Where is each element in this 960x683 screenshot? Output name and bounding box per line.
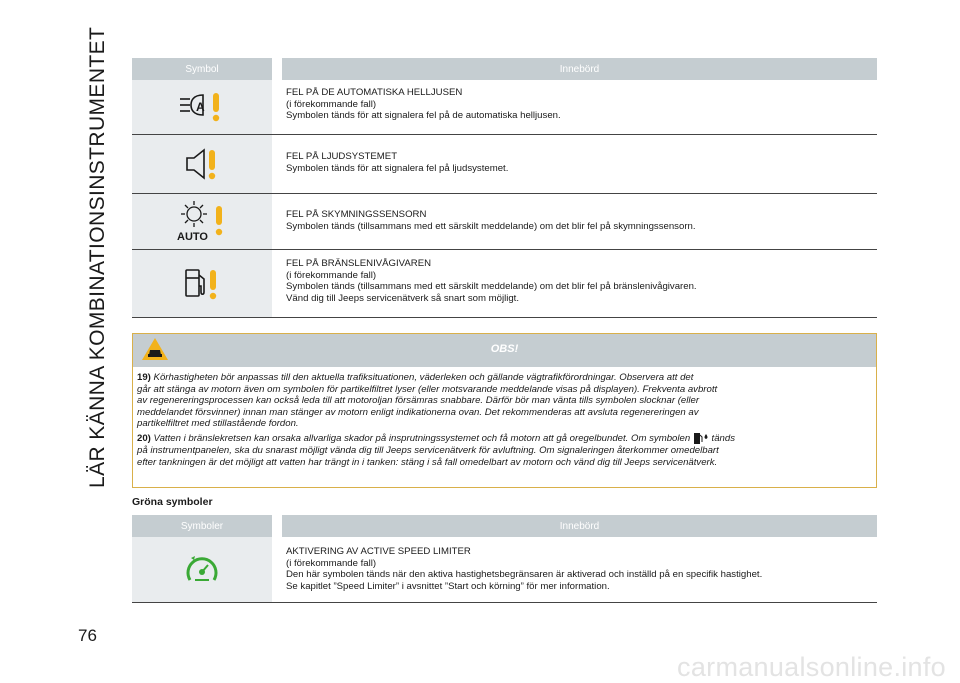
note-header xyxy=(133,334,876,367)
table-header xyxy=(132,58,877,80)
svg-text:AUTO: AUTO xyxy=(177,230,208,243)
symbol-table-yellow xyxy=(132,58,877,318)
note-19: 19) Körhastigheten bör anpassas till den aktuella trafiksituationen, väderleken och gällande vägtrafikförordningar. Observera att det går att stänga av motorn även om symbolen för partikelfiltret lyser (eller motsvarande meddelande visas på displayen). Frekventa avbrott av regenereringsprocessen kan också leda till att motoroljan försämras snabbare. Därför bör man vänta tills symbolen slocknar (eller meddelandet försvinner) innan man stänger av motorn enligt indikationerna ovan. Det rekommenderas att avsluta regenereringen av partikelfiltret med stillastående fordon. xyxy=(137,372,718,430)
note-box xyxy=(132,333,877,488)
water-in-fuel-icon xyxy=(693,432,709,445)
svg-text:A: A xyxy=(196,100,205,114)
meaning-cell: FEL PÅ BRÄNSLENIVÅGIVAREN (i förekommande fall) Symbolen tänds (tillsammans med ett särskilt meddelande) om det blir fel på bränslenivågivaren. Vänd dig till Jeeps servicenätverk så snart som möjligt. xyxy=(286,258,697,305)
table-row xyxy=(132,194,877,250)
page-number: 76 xyxy=(78,626,97,645)
table-row xyxy=(132,250,877,318)
auto-high-beam-warning-icon xyxy=(177,90,227,124)
fuel-level-warning-icon xyxy=(181,265,223,303)
table-row xyxy=(132,537,877,603)
symbol-table-green xyxy=(132,515,877,603)
icon-cell xyxy=(132,80,272,134)
table-row xyxy=(132,135,877,194)
watermark: carmanualsonline.info xyxy=(677,652,946,682)
table-row xyxy=(132,80,877,135)
meaning-cell: FEL PÅ SKYMNINGSSENSORN Symbolen tänds (tillsammans med ett särskilt meddelande) om det blir fel på skymningssensorn. xyxy=(286,209,696,232)
audio-system-warning-icon xyxy=(182,146,222,182)
table-header xyxy=(132,515,877,537)
column-header-symbol: Symboler xyxy=(180,520,224,532)
section-heading: Gröna symboler xyxy=(132,496,213,508)
icon-cell xyxy=(132,537,272,602)
meaning-cell: FEL PÅ DE AUTOMATISKA HELLJUSEN (i förekommande fall) Symbolen tänds för att signalera fel på de automatiska helljusen. xyxy=(286,87,561,122)
column-header-symbol: Symbol xyxy=(185,63,219,75)
note-20: 20) Vatten i bränslekretsen kan orsaka allvarliga skador på insprutningssystemet och få motorn att gå oregelbundet. Om symbolen tänds på instrumentpanelen, ska du snarast möjligt vända dig till Jeeps servicenätverk för avluftning. Om signaleringen återkommer omedelbart efter tankningen är det möjligt att vatten har trängt in i tanken: stäng i så fall omedelbart av motorn och vänd dig till Jeeps servicenätverk. xyxy=(137,433,736,468)
column-header-meaning: Innebörd xyxy=(559,520,600,532)
meaning-cell: FEL PÅ LJUDSYSTEMET Symbolen tänds för att signalera fel på ljudsystemet. xyxy=(286,151,509,174)
icon-cell xyxy=(132,194,272,249)
note-body xyxy=(133,367,876,468)
chapter-title: LÄR KÄNNA KOMBINATIONSINSTRUMENTET xyxy=(86,26,109,488)
dusk-sensor-warning-icon xyxy=(174,200,230,244)
meaning-cell: AKTIVERING AV ACTIVE SPEED LIMITER (i förekommande fall) Den här symbolen tänds när den aktiva hastighetsbegränsaren är aktiverad och inställd på en specifik hastighet. Se kapitlet ”Speed Limiter” i avsnittet ”Start och körning” för mer information. xyxy=(286,546,763,593)
icon-cell xyxy=(132,135,272,193)
active-speed-limiter-icon xyxy=(182,552,222,588)
note-title: OBS! xyxy=(490,343,519,355)
icon-cell xyxy=(132,250,272,317)
column-header-meaning: Innebörd xyxy=(559,63,600,75)
